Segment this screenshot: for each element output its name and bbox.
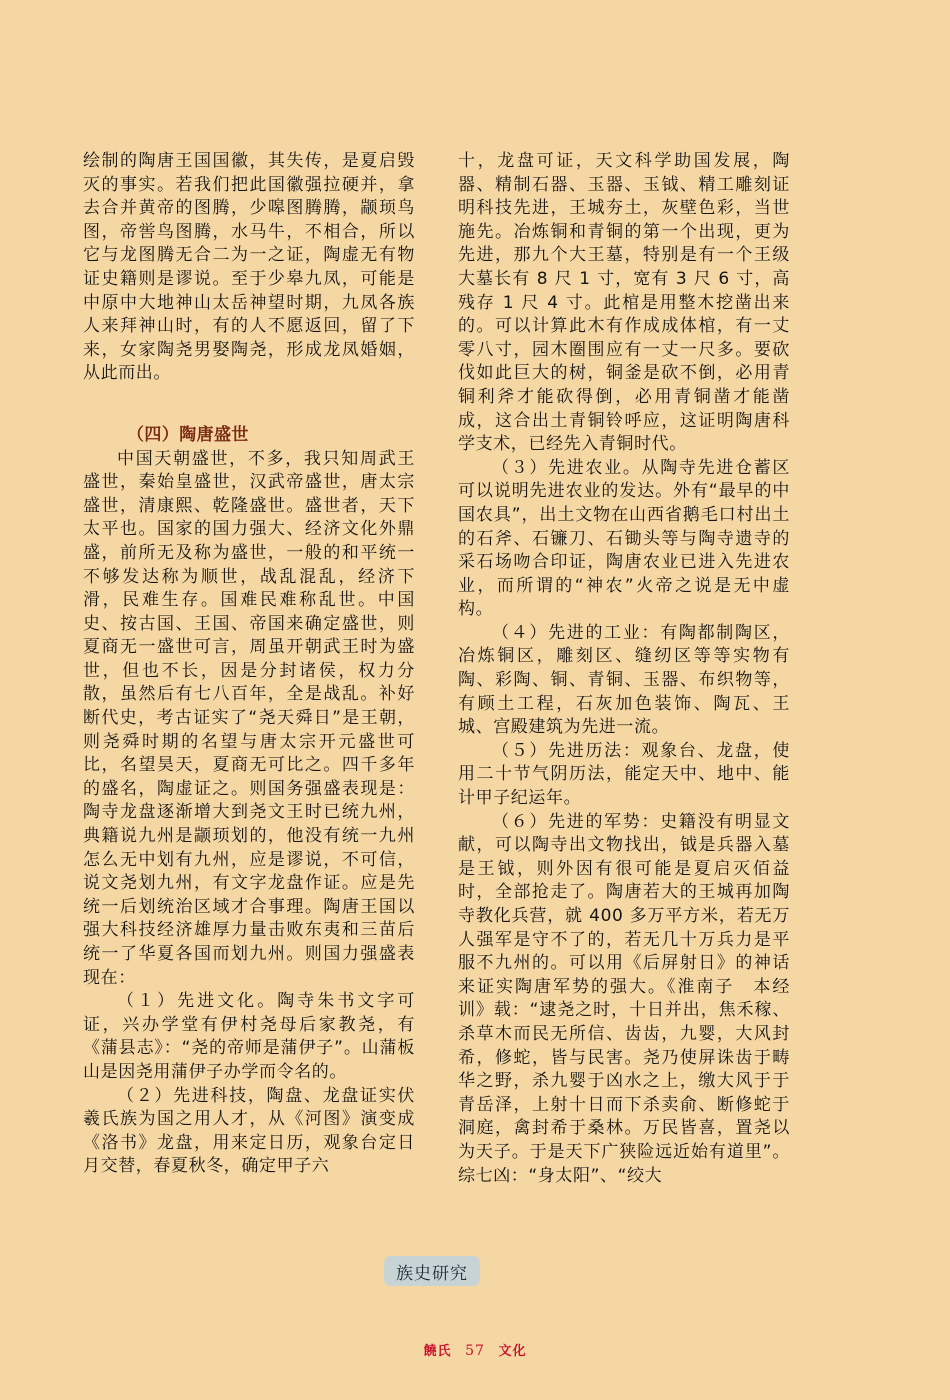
- left-column: [83, 150, 415, 1179]
- section-heading: （四）陶唐盛世: [127, 424, 249, 445]
- footer-right-text: 文化: [498, 1344, 527, 1359]
- paragraph: 十，龙盘可证，天文科学助国发展，陶器、精制石器、玉器、玉钺、精工雕刻证明科技先进，王城夯土，灰壁色彩，当世施先。冶炼铜和青铜的第一个出现，更为先进，那九个大王墓，特别是有一个王级大墓长有 8 尺 1 寸，宽有 3 尺 6 寸，高残存 1 尺 4 寸。此棺是用整木挖凿出来的。可以计算此木有作成成体棺，有一丈零八寸，园木圈围应有一丈一尺多。要砍伐如此巨大的树，铜釜是砍不倒，必用青铜利斧才能砍得倒，必用青铜凿才能凿成，这合出土青铜铃呼应，这证明陶唐科学支术，已经先入青铜时代。: [458, 151, 790, 455]
- page-footer: [0, 1340, 950, 1359]
- paragraph: 中国天朝盛世，不多，我只知周武王盛世，秦始皇盛世，汉武帝盛世，唐太宗盛世，清康熙、乾隆盛世。盛世者，天下太平也。国家的国力强大、经济文化外鼎盛，前所无及称为盛世，一般的和平统一不够发达称为顺世，战乱混乱，经济下滑，民难生存。国难民难称乱世。中国史、按古国、王国、帝国来确定盛世，则夏商无一盛世可言，周虽开朝武王时为盛世，但也不长，因是分封诸侯，权力分散，虽然后有七八百年，全是战乱。补好断代史，考古证实了“尧天舜日”是王朝，则尧舜时期的名望与唐太宗开元盛世可比，名望昊天，夏商无可比之。四千多年的盛名，陶虚证之。则国务强盛表现是：陶寺龙盘逐渐增大到尧文王时已统九州，典籍说九州是颛顼划的，他没有统一九州怎么无中划有九州，应是谬说，不可信，说文尧划九州，有文字龙盘作证。应是先统一后划统治区域才合事理。陶唐王国以强大科技经济雄厚力量击败东夷和三苗后统一了华夏各国而划九州。则国力强盛表现在：: [83, 448, 415, 988]
- paragraph: （５）先进历法：观象台、龙盘，使用二十节气阴历法，能定天中、地中、能计甲子纪运年。: [458, 740, 790, 809]
- footer-left-text: 饒氏: [423, 1344, 452, 1359]
- paragraph: （４）先进的工业：有陶都制陶区，冶炼铜区，雕刻区、缝纫区等等实物有陶、彩陶、铜、青铜、玉器、布织物等，有顾土工程，石灰加色装饰、陶瓦、王城、宫殿建筑为先进一流。: [458, 622, 790, 738]
- paragraph: 绘制的陶唐王国国徽，其失传，是夏启毁灭的事实。若我们把此国徽强拉硬并，拿去合并黄帝的图腾，少嗥图腾腾，颛顼鸟图，帝喾鸟图腾，水马牛，不相合，所以它与龙图腾无合二为一之证，陶虚无有物证史籍则是谬说。至于少皋九凤，可能是中原中大地神山太岳神望时期，九凤各族人来拜神山时，有的人不愿返回，留了下来，女家陶尧男娶陶尧，形成龙凤婚姻，从此而出。: [83, 151, 415, 384]
- paragraph: （２）先进科技，陶盘、龙盘证实伏羲氏族为国之用人才，从《河图》演变成《洛书》龙盘，用来定日历，观象台定日月交替，春夏秋冬，确定甲子六: [83, 1085, 415, 1177]
- section-label: 族史研究: [384, 1256, 480, 1286]
- paragraph: （３）先进农业。从陶寺先进仓蓄区可以说明先进农业的发达。外有“最早的中国农具”，出土文物在山西省鹅毛口村出土的石斧、石镰刀、石锄头等与陶寺遗寺的采石场吻合印证，陶唐农业已进入先进农业，而所谓的“神农”火帝之说是无中虚构。: [458, 457, 790, 620]
- paragraph: （１）先进文化。陶寺朱书文字可证，兴办学堂有伊村尧母后家教尧，有《蒲县志》：“尧的帝师是蒲伊子”。山蒲板山是因尧用蒲伊子办学而令名的。: [83, 991, 415, 1082]
- paragraph: （６）先进的军势：史籍没有明显文献，可以陶寺出文物找出，钺是兵器入墓是王钺，则外因有很可能是夏启灭佰益时，全部抢走了。陶唐若大的王城再加陶寺教化兵营，就 400 多万平方米，若无万人强军是守不了的，若无几十万兵力是平服不九州的。可以用《后屏射日》的神话来证实陶唐军势的强大。《淮南子 本经训》载：“逮尧之时，十日并出，焦禾稼、杀草木而民无所信、齿齿，九婴，大风封希，修蛇，皆与民害。尧乃使屏诛齿于畴华之野，杀九婴于凶水之上，缴大风于于青岳泽，上射十日而下杀卖俞、断修蛇于洞庭，禽封希于桑林。万民皆喜，置尧以为天子。于是天下广狭险远近始有道里”。综七凶：“身太阳”、“绞大: [458, 811, 790, 1186]
- section-gap: [83, 386, 415, 424]
- right-column: [458, 150, 790, 1188]
- page-number: 57: [465, 1343, 485, 1359]
